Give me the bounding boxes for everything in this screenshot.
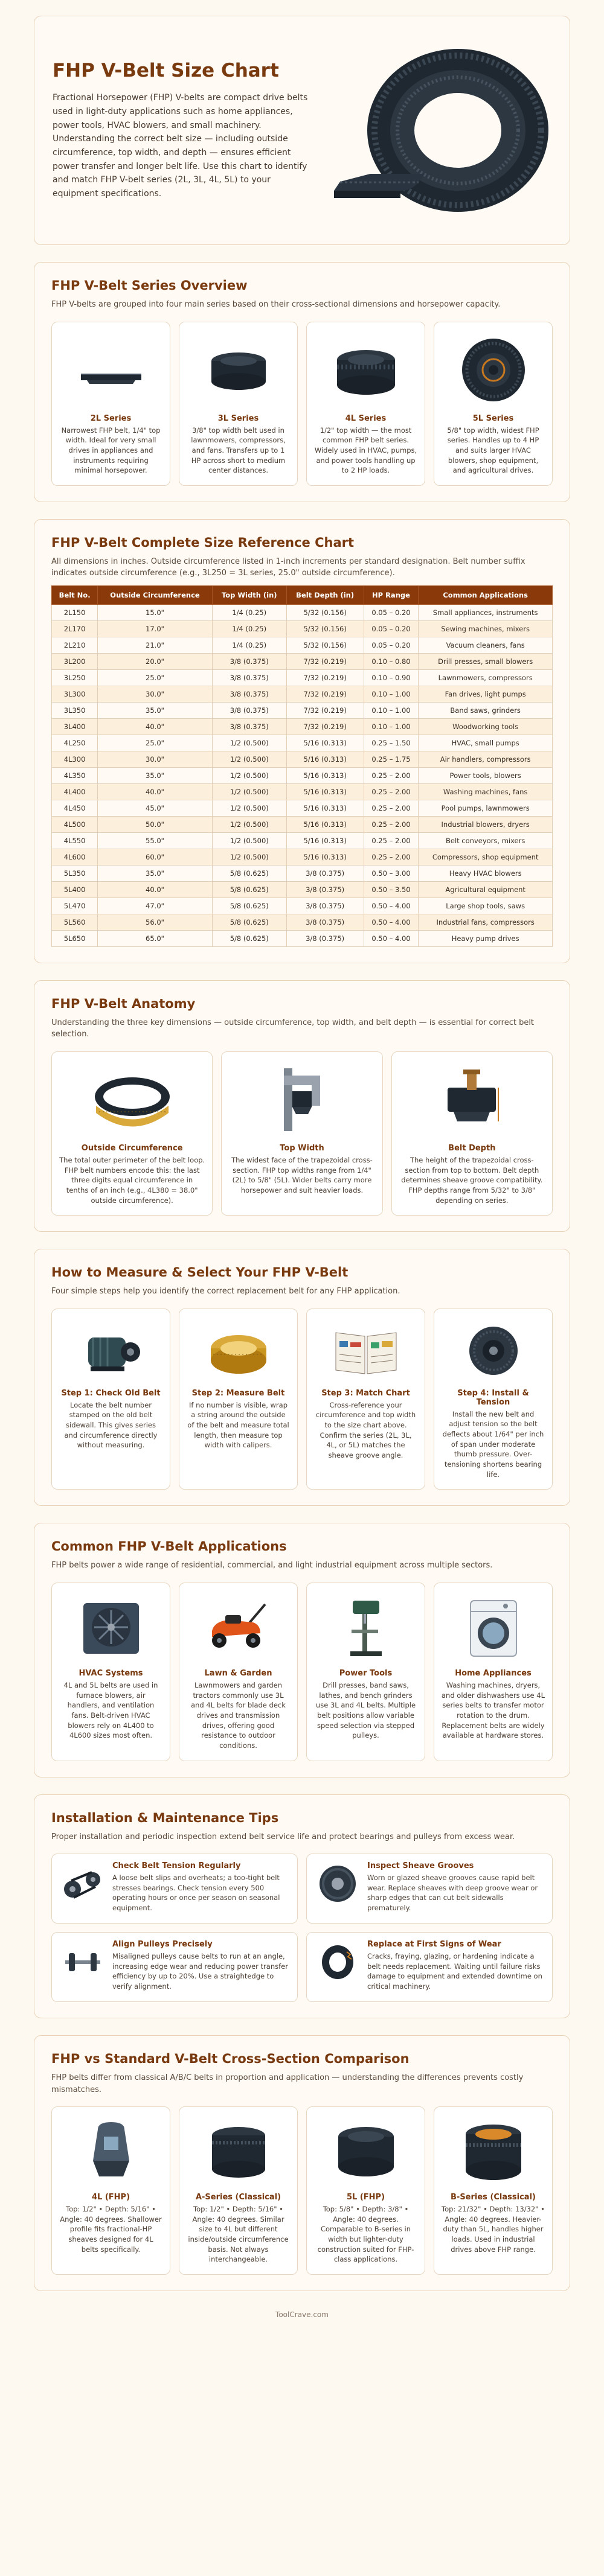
- table-cell: 5L560: [52, 914, 98, 930]
- table-cell: Power tools, blowers: [419, 767, 553, 783]
- table-cell: 7/32 (0.219): [286, 653, 364, 669]
- anatomy-card-circumference: [51, 1051, 213, 1216]
- table-cell: 7/32 (0.219): [286, 718, 364, 735]
- table-cell: Belt conveyors, mixers: [419, 832, 553, 849]
- compare-intro: FHP belts differ from classical A/B/C belts in proportion and application — understanding the differences prevents costly mismatches.: [51, 2073, 524, 2094]
- anatomy-text: The widest face of the trapezoidal cross-section. FHP top widths range from 1/4" (2L) to 5/8" (5L). Wider belts carry more horsepower and suit heavier loads.: [231, 1155, 373, 1194]
- table-cell: Fan drives, light pumps: [419, 686, 553, 702]
- anatomy-text: The height of the trapezoidal cross-section from top to bottom. Belt depth determines sheave groove compatibility. FHP depths range from 5/32" to 3/8" depending on series.: [401, 1155, 543, 1205]
- table-cell: 3L350: [52, 702, 98, 718]
- hero-description: Fractional Horsepower (FHP) V-belts are compact drive belts used in light-duty applications such as home appliances, power tools, HVAC blowers, and small machinery. Understanding the correct belt size — including outside circumference, top width, and depth — ensures efficient power transfer and longer belt life. Use this chart to identify and match FHP V-belt series (2L, 3L, 4L, 5L) to your equipment specifications.: [53, 93, 308, 199]
- anatomy-text: The total outer perimeter of the belt loop. FHP belt numbers encode this: the last three digits equal circumference in tenths of an inch (e.g., 4L380 = 38.0" outside circumference).: [59, 1155, 205, 1205]
- table-cell: 5/16 (0.313): [286, 751, 364, 767]
- table-cell: Vacuum cleaners, fans: [419, 637, 553, 653]
- table-cell: 0.25 – 1.75: [364, 751, 419, 767]
- series-section: [34, 262, 570, 502]
- table-cell: 0.05 – 0.20: [364, 637, 419, 653]
- tip-name: Inspect Sheave Grooves: [367, 1861, 474, 1871]
- table-cell: Band saws, grinders: [419, 702, 553, 718]
- application-text: Drill presses, band saws, lathes, and bench grinders use 3L and 4L belts. Multiple belt positions allow variable speed selection via stepped pulleys.: [315, 1680, 416, 1740]
- table-cell: 0.50 – 4.00: [364, 930, 419, 946]
- reference-intro: All dimensions in inches. Outside circumference listed in 1-inch increments per standard designation. Belt number suffix indicates outside circumference (e.g., 3L250 = 3L series, 25.0" outside circumference).: [51, 556, 525, 578]
- step-text: Locate the belt number stamped on the old belt sidewall. This gives series and circumference directly without measuring.: [64, 1400, 158, 1450]
- table-cell: Washing machines, fans: [419, 783, 553, 800]
- table-row: [52, 816, 553, 832]
- table-cell: 3/8 (0.375): [212, 669, 286, 686]
- table-cell: 1/2 (0.500): [212, 783, 286, 800]
- table-row: [52, 653, 553, 669]
- table-row: [52, 832, 553, 849]
- table-cell: 55.0": [98, 832, 213, 849]
- table-row: [52, 865, 553, 881]
- table-cell: 1/2 (0.500): [212, 849, 286, 865]
- table-cell: 3/8 (0.375): [286, 914, 364, 930]
- table-cell: 3/8 (0.375): [212, 653, 286, 669]
- table-cell: 3/8 (0.375): [286, 881, 364, 897]
- table-cell: 2L210: [52, 637, 98, 653]
- table-cell: 3/8 (0.375): [286, 930, 364, 946]
- applications-title: Common FHP V-Belt Applications: [51, 1539, 287, 1554]
- anatomy-name: Outside Circumference: [81, 1143, 183, 1153]
- hvac-unit-icon: [75, 1595, 147, 1661]
- tip-name: Replace at First Signs of Wear: [367, 1940, 501, 1950]
- table-cell: 20.0": [98, 653, 213, 669]
- table-cell: Woodworking tools: [419, 718, 553, 735]
- table-cell: 5/8 (0.625): [212, 865, 286, 881]
- table-cell: 0.25 – 2.00: [364, 849, 419, 865]
- table-cell: 5/32 (0.156): [286, 637, 364, 653]
- step-name: Step 1: Check Old Belt: [61, 1388, 161, 1398]
- table-header-cell: Common Applications: [419, 585, 553, 604]
- lawnmower-icon: [202, 1595, 275, 1661]
- table-cell: Heavy pump drives: [419, 930, 553, 946]
- table-row: [52, 735, 553, 751]
- table-row: [52, 702, 553, 718]
- tip-replace: [306, 1932, 553, 2002]
- tips-grid: [51, 1854, 553, 2002]
- tension-pulleys-icon: [60, 1861, 105, 1906]
- table-cell: 1/4 (0.25): [212, 620, 286, 637]
- series-text: 1/2" top width — the most common FHP belt series. Widely used in HVAC, pumps, and power tools handling up to 2 HP loads.: [314, 426, 417, 475]
- compare-text: Top: 21/32" • Depth: 13/32" • Angle: 40 degrees. Heavier-duty than 5L, handles higher loads. Used in industrial drives above FHP range.: [442, 2205, 545, 2254]
- application-card-home-appliances: [434, 1583, 553, 1761]
- table-cell: 0.10 – 1.00: [364, 718, 419, 735]
- series-cards: [51, 322, 553, 486]
- application-name: Home Appliances: [455, 1668, 532, 1678]
- table-cell: 5/16 (0.313): [286, 783, 364, 800]
- belt-2l-icon: [75, 337, 147, 403]
- belt-cross-section-a-icon: [202, 2119, 275, 2185]
- table-cell: 0.10 – 0.80: [364, 653, 419, 669]
- table-cell: 5/32 (0.156): [286, 604, 364, 620]
- page-title: FHP V-Belt Size Chart: [53, 60, 279, 82]
- anatomy-name: Top Width: [280, 1143, 324, 1153]
- table-cell: 40.0": [98, 783, 213, 800]
- table-row: [52, 849, 553, 865]
- anatomy-section: [34, 980, 570, 1232]
- table-cell: 1/4 (0.25): [212, 604, 286, 620]
- table-cell: 35.0": [98, 767, 213, 783]
- table-cell: 5/16 (0.313): [286, 816, 364, 832]
- table-cell: 3L300: [52, 686, 98, 702]
- table-cell: 3L400: [52, 718, 98, 735]
- belt-cross-section-5l-icon: [330, 2119, 402, 2185]
- step-text: Cross-reference your circumference and top width to the size chart above. Confirm the series (2L, 3L, 4L, or 5L) matches the sheave groove angle.: [315, 1400, 416, 1460]
- table-row: [52, 800, 553, 816]
- compare-card-4l: [51, 2106, 170, 2275]
- table-row: [52, 604, 553, 620]
- table-cell: 65.0": [98, 930, 213, 946]
- table-cell: 5/32 (0.156): [286, 620, 364, 637]
- series-name: 3L Series: [217, 413, 259, 423]
- table-cell: 3L250: [52, 669, 98, 686]
- size-reference-table: [51, 585, 553, 947]
- compare-section: [34, 2035, 570, 2291]
- table-cell: 0.10 – 1.00: [364, 686, 419, 702]
- tape-measure-icon: [202, 1321, 275, 1381]
- compare-text: Top: 1/2" • Depth: 5/16" • Angle: 40 degrees. Similar size to 4L but different inside/outside circumference basis. Not always interchangeable.: [188, 2205, 289, 2264]
- footer: ToolCrave.com: [275, 2310, 329, 2319]
- series-name: 5L Series: [472, 413, 514, 423]
- table-cell: 5L400: [52, 881, 98, 897]
- belt-cross-section-4l-icon: [81, 2119, 141, 2185]
- table-cell: 40.0": [98, 881, 213, 897]
- coiled-belt-image: [328, 40, 551, 221]
- tip-sheave: [306, 1854, 553, 1924]
- table-cell: 3/8 (0.375): [286, 897, 364, 914]
- reference-section: [34, 519, 570, 963]
- series-text: Narrowest FHP belt, 1/4" top width. Ideal for very small drives in appliances and instruments requiring minimal horsepower.: [61, 426, 161, 475]
- tips-section: [34, 1794, 570, 2019]
- pulley-icon: [457, 1321, 530, 1381]
- table-row: [52, 637, 553, 653]
- compare-name: 5L (FHP): [346, 2193, 385, 2202]
- compare-title: FHP vs Standard V-Belt Cross-Section Comparison: [51, 2052, 410, 2067]
- measure-card-step-2: [179, 1309, 298, 1490]
- table-cell: 1/2 (0.500): [212, 832, 286, 849]
- series-intro: FHP V-belts are grouped into four main series based on their cross-sectional dimensions and horsepower capacity.: [51, 300, 501, 309]
- compare-name: 4L (FHP): [91, 2193, 130, 2202]
- belt-5l-icon: [457, 334, 530, 406]
- table-cell: 0.25 – 2.00: [364, 800, 419, 816]
- anatomy-title: FHP V-Belt Anatomy: [51, 996, 196, 1011]
- series-text: 5/8" top width, widest FHP series. Handles up to 4 HP and suits larger HVAC blowers, shop equipment, and agricultural drives.: [447, 426, 539, 475]
- table-cell: 4L400: [52, 783, 98, 800]
- table-cell: 45.0": [98, 800, 213, 816]
- measure-cards: [51, 1309, 553, 1490]
- measure-card-step-1: [51, 1309, 170, 1490]
- table-cell: 5/16 (0.313): [286, 800, 364, 816]
- table-header-cell: Outside Circumference: [98, 585, 213, 604]
- chart-book-icon: [330, 1321, 402, 1381]
- table-cell: 0.50 – 4.00: [364, 914, 419, 930]
- table-cell: 5/8 (0.625): [212, 914, 286, 930]
- table-row: [52, 669, 553, 686]
- table-cell: 17.0": [98, 620, 213, 637]
- table-cell: Sewing machines, mixers: [419, 620, 553, 637]
- compare-card-a-series: [179, 2106, 298, 2275]
- measuring-tape-belt-icon: [87, 1063, 178, 1136]
- table-cell: 0.50 – 3.00: [364, 865, 419, 881]
- anatomy-cards: [51, 1051, 553, 1216]
- table-cell: 40.0": [98, 718, 213, 735]
- table-cell: Agricultural equipment: [419, 881, 553, 897]
- table-cell: 15.0": [98, 604, 213, 620]
- table-cell: 0.05 – 0.20: [364, 620, 419, 637]
- table-cell: 1/2 (0.500): [212, 816, 286, 832]
- table-header-cell: Belt Depth (in): [286, 585, 364, 604]
- table-cell: 56.0": [98, 914, 213, 930]
- series-card-4l: [306, 322, 425, 486]
- applications-intro: FHP belts power a wide range of residential, commercial, and light industrial equipment across multiple sectors.: [51, 1561, 493, 1570]
- table-cell: Air handlers, compressors: [419, 751, 553, 767]
- table-cell: Lawnmowers, compressors: [419, 669, 553, 686]
- table-cell: 30.0": [98, 686, 213, 702]
- step-name: Step 2: Measure Belt: [191, 1388, 285, 1398]
- table-cell: 0.25 – 2.00: [364, 816, 419, 832]
- tips-intro: Proper installation and periodic inspection extend belt service life and protect bearings and pulleys from excess wear.: [51, 1832, 515, 1841]
- table-cell: 0.50 – 4.00: [364, 897, 419, 914]
- belt-4l-icon: [330, 337, 402, 403]
- table-row: [52, 620, 553, 637]
- anatomy-card-belt-depth: [391, 1051, 553, 1216]
- washing-machine-icon: [457, 1595, 530, 1661]
- table-cell: HVAC, small pumps: [419, 735, 553, 751]
- compare-cards: [51, 2106, 553, 2275]
- application-card-power-tools: [306, 1583, 425, 1761]
- table-cell: 1/2 (0.500): [212, 751, 286, 767]
- table-cell: 5L470: [52, 897, 98, 914]
- table-row: [52, 881, 553, 897]
- table-cell: 35.0": [98, 702, 213, 718]
- compare-name: A-Series (Classical): [195, 2193, 281, 2202]
- table-header-cell: HP Range: [364, 585, 419, 604]
- table-cell: 5/16 (0.313): [286, 735, 364, 751]
- table-cell: Industrial fans, compressors: [419, 914, 553, 930]
- application-name: Power Tools: [339, 1668, 393, 1678]
- anatomy-name: Belt Depth: [448, 1143, 496, 1153]
- series-title: FHP V-Belt Series Overview: [51, 278, 248, 293]
- table-cell: 1/4 (0.25): [212, 637, 286, 653]
- table-cell: 5/16 (0.313): [286, 767, 364, 783]
- table-cell: 4L550: [52, 832, 98, 849]
- table-cell: Heavy HVAC blowers: [419, 865, 553, 881]
- application-text: Lawnmowers and garden tractors commonly use 3L and 4L belts for blade deck drives and transmission drives, offering good resistance to outdoor conditions.: [191, 1680, 286, 1750]
- table-cell: Small appliances, instruments: [419, 604, 553, 620]
- hero-text: [53, 60, 328, 200]
- table-header-cell: Belt No.: [52, 585, 98, 604]
- table-cell: 7/32 (0.219): [286, 686, 364, 702]
- belt-depth-icon: [435, 1063, 508, 1136]
- application-card-lawn: [179, 1583, 298, 1761]
- anatomy-intro: Understanding the three key dimensions — outside circumference, top width, and belt depth — is essential for correct belt selection.: [51, 1018, 535, 1039]
- table-cell: 1/2 (0.500): [212, 800, 286, 816]
- table-cell: 3/8 (0.375): [212, 702, 286, 718]
- table-cell: 0.10 – 1.00: [364, 702, 419, 718]
- table-cell: 3/8 (0.375): [212, 718, 286, 735]
- belt-cross-section-b-icon: [457, 2119, 530, 2185]
- table-cell: 0.25 – 2.00: [364, 783, 419, 800]
- compare-card-b-series: [434, 2106, 553, 2275]
- table-cell: 5L350: [52, 865, 98, 881]
- applications-cards: [51, 1583, 553, 1761]
- tip-text: A loose belt slips and overheats; a too-tight belt stresses bearings. Check tension every 500 operating hours or once per season on seasonal equipment.: [112, 1873, 280, 1913]
- table-cell: 30.0": [98, 751, 213, 767]
- step-name: Step 3: Match Chart: [321, 1388, 410, 1398]
- table-cell: 0.50 – 3.50: [364, 881, 419, 897]
- table-cell: Large shop tools, saws: [419, 897, 553, 914]
- series-name: 2L Series: [90, 413, 132, 423]
- tip-text: Worn or glazed sheave grooves cause rapid belt wear. Replace sheaves with deep groove wear or sharp edges that can cut belt sidewalls prematurely.: [367, 1873, 538, 1913]
- table-row: [52, 897, 553, 914]
- table-cell: 3L200: [52, 653, 98, 669]
- measure-section: [34, 1249, 570, 1506]
- tip-name: Align Pulleys Precisely: [112, 1940, 213, 1950]
- tip-alignment: [51, 1932, 298, 2002]
- hero-section: [34, 16, 570, 245]
- table-cell: 5/16 (0.313): [286, 832, 364, 849]
- application-card-hvac: [51, 1583, 170, 1761]
- table-cell: 0.10 – 0.90: [364, 669, 419, 686]
- worn-belt-icon: [315, 1940, 360, 1985]
- measure-card-step-3: [306, 1309, 425, 1490]
- application-text: Washing machines, dryers, and older dishwashers use 4L series belts to transfer motor rotation to the drum. Replacement belts are widely available at hardware stores.: [442, 1680, 545, 1740]
- compare-text: Top: 1/2" • Depth: 5/16" • Angle: 40 degrees. Shallower profile fits fractional-HP sheaves designed for 4L belts specifically.: [60, 2205, 162, 2254]
- application-name: HVAC Systems: [79, 1668, 143, 1678]
- table-cell: 60.0": [98, 849, 213, 865]
- compare-card-5l: [306, 2106, 425, 2275]
- table-cell: 0.25 – 1.50: [364, 735, 419, 751]
- table-cell: Compressors, shop equipment: [419, 849, 553, 865]
- table-row: [52, 718, 553, 735]
- table-cell: 0.25 – 2.00: [364, 832, 419, 849]
- applications-section: [34, 1523, 570, 1777]
- table-cell: 0.05 – 0.20: [364, 604, 419, 620]
- table-cell: 5/8 (0.625): [212, 930, 286, 946]
- table-cell: 35.0": [98, 865, 213, 881]
- table-cell: 5/16 (0.313): [286, 849, 364, 865]
- belt-3l-icon: [202, 337, 275, 403]
- table-cell: 4L500: [52, 816, 98, 832]
- table-cell: Pool pumps, lawnmowers: [419, 800, 553, 816]
- compare-name: B-Series (Classical): [451, 2193, 536, 2202]
- measure-title: How to Measure & Select Your FHP V-Belt: [51, 1265, 349, 1280]
- table-row: [52, 914, 553, 930]
- table-cell: 1/2 (0.500): [212, 735, 286, 751]
- table-cell: 3/8 (0.375): [286, 865, 364, 881]
- table-cell: 3/8 (0.375): [212, 686, 286, 702]
- drill-press-icon: [330, 1595, 402, 1661]
- table-cell: 5/8 (0.625): [212, 881, 286, 897]
- table-cell: 2L150: [52, 604, 98, 620]
- table-row: [52, 783, 553, 800]
- tip-tension: [51, 1854, 298, 1924]
- table-cell: 0.25 – 2.00: [364, 767, 419, 783]
- step-name: Step 4: Install & Tension: [457, 1388, 529, 1407]
- table-cell: 4L250: [52, 735, 98, 751]
- measure-card-step-4: [434, 1309, 553, 1490]
- table-row: [52, 767, 553, 783]
- table-row: [52, 930, 553, 946]
- table-cell: 50.0": [98, 816, 213, 832]
- table-cell: 47.0": [98, 897, 213, 914]
- table-cell: 4L450: [52, 800, 98, 816]
- table-cell: 7/32 (0.219): [286, 669, 364, 686]
- table-cell: 25.0": [98, 735, 213, 751]
- tip-name: Check Belt Tension Regularly: [112, 1861, 241, 1871]
- tips-title: Installation & Maintenance Tips: [51, 1810, 279, 1825]
- table-cell: 5/8 (0.625): [212, 897, 286, 914]
- series-text: 3/8" top width belt used in lawnmowers, compressors, and fans. Transfers up to 1 HP across short to medium center distances.: [191, 426, 286, 475]
- table-cell: 7/32 (0.219): [286, 702, 364, 718]
- application-text: 4L and 5L belts are used in furnace blowers, air handlers, and ventilation fans. Belt-driven HVAC blowers rely on 4L400 to 4L600 sizes most often.: [63, 1680, 158, 1740]
- table-cell: 4L600: [52, 849, 98, 865]
- reference-title: FHP V-Belt Complete Size Reference Chart: [51, 535, 355, 550]
- sheave-icon: [315, 1861, 360, 1906]
- table-row: [52, 751, 553, 767]
- table-cell: 1/2 (0.500): [212, 767, 286, 783]
- table-cell: Industrial blowers, dryers: [419, 816, 553, 832]
- step-text: If no number is visible, wrap a string around the outside of the belt and measure total length, then measure top width with calipers.: [187, 1400, 289, 1450]
- table-cell: 21.0": [98, 637, 213, 653]
- anatomy-card-top-width: [221, 1051, 382, 1216]
- compare-text: Top: 5/8" • Depth: 3/8" • Angle: 40 degrees. Comparable to B-series in width but lighter-duty construction suited for FHP-class applications.: [317, 2205, 414, 2264]
- series-card-2l: [51, 322, 170, 486]
- table-cell: 5L650: [52, 930, 98, 946]
- series-name: 4L Series: [345, 413, 387, 423]
- table-cell: 4L350: [52, 767, 98, 783]
- table-header-cell: Top Width (in): [212, 585, 286, 604]
- caliper-icon: [266, 1063, 338, 1136]
- measure-intro: Four simple steps help you identify the correct replacement belt for any FHP application.: [51, 1287, 400, 1296]
- table-cell: 2L170: [52, 620, 98, 637]
- motor-icon: [75, 1321, 147, 1381]
- series-card-3l: [179, 322, 298, 486]
- application-name: Lawn & Garden: [204, 1668, 272, 1678]
- table-cell: Drill presses, small blowers: [419, 653, 553, 669]
- tip-text: Misaligned pulleys cause belts to run at an angle, increasing edge wear and reducing power transfer efficiency by up to 20%. Use a straightedge to verify alignment.: [112, 1952, 288, 1991]
- step-text: Install the new belt and adjust tension so the belt deflects about 1/64" per inch of span under moderate thumb pressure. Over-tensioning shortens bearing life.: [442, 1409, 544, 1479]
- pulley-alignment-icon: [60, 1940, 105, 1985]
- table-cell: 4L300: [52, 751, 98, 767]
- table-row: [52, 686, 553, 702]
- table-cell: 25.0": [98, 669, 213, 686]
- series-card-5l: [434, 322, 553, 486]
- tip-text: Cracks, fraying, glazing, or hardening indicate a belt needs replacement. Waiting until failure risks damage to equipment and extended downtime on critical machinery.: [367, 1952, 542, 1991]
